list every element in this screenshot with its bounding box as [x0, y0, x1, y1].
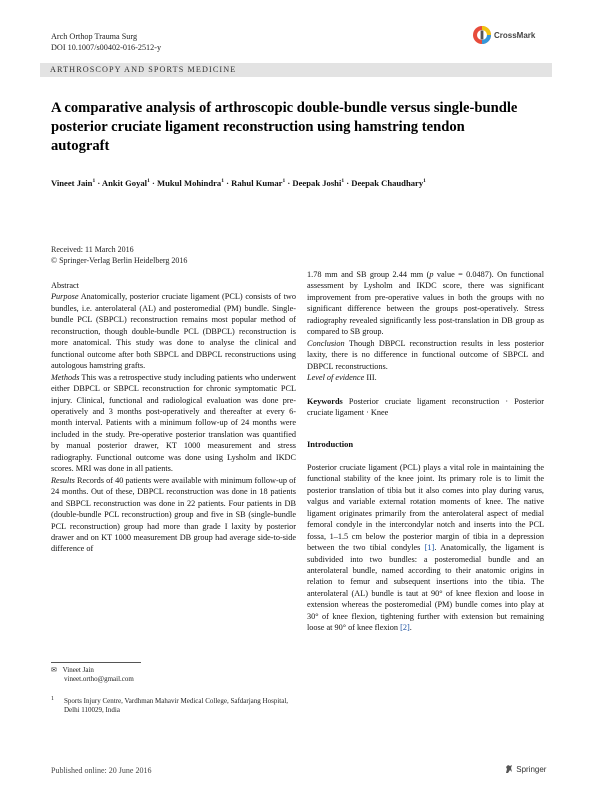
author-affiliation-mark: 1 — [221, 178, 224, 184]
author-affiliation-mark: 1 — [423, 178, 426, 184]
published-online: Published online: 20 June 2016 — [51, 766, 152, 775]
affiliation-number: 1 — [51, 696, 54, 702]
methods-label: Methods — [51, 372, 80, 382]
level-text: III. — [366, 373, 377, 383]
intro-text-1: Posterior cruciate ligament (PCL) plays a vital role in maintaining the functional stability of the knee joint. Its primary role is to limit the posterior translation of tibia but it also comes into play during varus, valgus and variable external rotation moments of knee. The native ligament originates primarily from the anterolateral aspect of medial femoral condyle in the intercondylar notch and inserts into the PCL fossa, 1–1.5 cm below the posterior margin of tibia in a depression between the two tibial condyles — [307, 462, 544, 553]
author-separator: · — [344, 177, 352, 188]
keywords — [307, 396, 544, 419]
results-label: Results — [51, 475, 75, 485]
copyright: © Springer-Verlag Berlin Heidelberg 2016 — [51, 256, 188, 265]
author-separator: · — [149, 177, 157, 188]
abstract-results — [51, 475, 296, 555]
journal-header — [51, 32, 161, 53]
methods-text: This was a retrospective study including patients who underwent either DBPCL or SBPCL reconstruction for chronic symptomatic PCL injury. Clinical, functional and radiological evaluation was done pre-operatively and 3 months post-operatively and thereafter at every 6-month interval. Patients with a minimum follow-up of 24 months were included in the study. Pre-operative posterior translation was quantified by manual posterior drawer, KT 1000 measurement and stress radiography. Functional outcome was done using Lysholm and IKDC scores. MRI was done in all patients. — [51, 372, 296, 474]
keywords-label: Keywords — [307, 396, 343, 406]
corresponding-email[interactable]: vineet.ortho@gmail.com — [64, 675, 134, 683]
article-title: A comparative analysis of arthroscopic double-bundle versus single-bundle posterior cruciate ligament reconstruction using hamstring tendon autograft — [51, 100, 518, 154]
abstract-methods — [51, 372, 296, 475]
purpose-text: Anatomically, posterior cruciate ligament (PCL) consists of two bundles, i.e. anterolateral (AL) and posteromedial (PM) bundle. Single-bundle PCL (SBPCL) reconstruction remains most popular method of reconstruction, though double-bundle PCL (DBPCL) reconstruction is more anatomical. This study was done to analyse the clinical and functional outcome after both SBPCL and DBPCL reconstructions using autologous hamstring grafts. — [51, 292, 296, 371]
abstract-results-continued — [307, 269, 544, 338]
results-text: Records of 40 patients were available with minimum follow-up of 24 months. Out of these, DBPCL reconstruction was done in 18 patients and SBPCL reconstruction was done in 22 patients. Four patients in DB (double-bundle PCL reconstruction) group and five in SB (single-bundle PCL reconstruction) group had more than grade I laxity by posterior drawer and on KT 1000 measurement DB group had average side-to-side difference of — [51, 475, 297, 554]
author-separator: · — [285, 177, 293, 188]
section-label: ARTHROSCOPY AND SPORTS MEDICINE — [50, 65, 237, 74]
author-affiliation-mark: 1 — [282, 178, 286, 184]
author-separator: · — [95, 177, 102, 188]
affiliation-text: Sports Injury Centre, Vardhman Mahavir Medical College, Safdarjang Hospital, Delhi 110029, India — [64, 697, 289, 714]
affiliation-footnote — [51, 697, 291, 715]
author-affiliation-mark: 1 — [92, 178, 96, 184]
doi[interactable]: DOI 10.1007/s00402-016-2512-y — [51, 42, 162, 52]
intro-text-2: . Anatomically, the ligament is subdivided into two bundles: a posteromedial bundle and an anterolateral bundle, named according to their anatomic origins in relation to femur and subsequent insertions into the tibia. The anterolateral (AL) bundle is taut at 90° of knee flexion and loose in extension whereas the posteromedial (PM) bundle comes into play at 30° of knee flexion, tightening further with extension but remaining loose at 90° of knee flexion — [307, 543, 544, 633]
results-cont-2: value = 0.0487). On functional assessment by Lysholm and IKDC score, there was significant improvement from pre-operative values in both the groups with no significant difference between the groups post-operatively. Stress radiography revealed significantly less post-translation in DB group as compared to SB group. — [307, 270, 545, 337]
springer-label: Springer — [516, 765, 547, 774]
springer-horse-icon — [504, 764, 514, 774]
received-date: Received: 11 March 2016 — [51, 245, 134, 254]
abstract-level — [307, 372, 544, 383]
author-name: Mukul Mohindra$^1$ — [156, 177, 224, 188]
keywords-text: Posterior cruciate ligament reconstruction · Posterior cruciate ligament · Knee — [307, 396, 544, 417]
conclusion-label: Conclusion — [307, 338, 345, 348]
author-list — [51, 174, 521, 190]
introduction-paragraph — [307, 462, 544, 634]
results-cont-1: 1.78 mm and SB group 2.44 mm ( — [307, 270, 430, 279]
section-banner — [40, 63, 552, 77]
abstract-purpose — [51, 291, 296, 371]
corresponding-name: Vineet Jain — [62, 666, 94, 674]
purpose-label: Purpose — [51, 292, 79, 302]
conclusion-text: Though DBPCL reconstruction results in less posterior laxity, there is no difference in functional outcome of SBPCL and DBPCL reconstructions. — [307, 338, 544, 371]
corresponding-author — [51, 666, 134, 684]
right-column — [307, 269, 544, 634]
abstract-left-column — [51, 280, 296, 555]
article-dates — [51, 244, 187, 266]
introduction-heading: Introduction — [307, 439, 354, 450]
level-label: Level of evidence — [307, 373, 365, 383]
author-name: Deepak Joshi$^1$ — [292, 177, 345, 188]
envelope-icon: ✉ — [51, 666, 57, 674]
abstract-heading: Abstract — [51, 281, 79, 290]
abstract-conclusion — [307, 338, 544, 372]
author-name: Deepak Chaudhary$^1$ — [351, 177, 426, 188]
footnote-divider — [51, 662, 141, 663]
citation-1[interactable]: [1] — [424, 543, 435, 553]
springer-logo — [504, 764, 546, 774]
author-affiliation-mark: 1 — [341, 178, 345, 184]
author-name: Vineet Jain$^1$ — [51, 177, 96, 188]
author-affiliation-mark: 1 — [147, 178, 150, 184]
journal-name: Arch Orthop Trauma Surg — [51, 32, 138, 41]
citation-2[interactable]: [2] — [400, 623, 410, 633]
intro-text-3: . — [409, 623, 412, 633]
p-value-symbol: p — [429, 270, 434, 279]
crossmark-label: CrossMark — [494, 31, 536, 40]
author-name: Ankit Goyal$^1$ — [101, 177, 150, 188]
crossmark-badge[interactable] — [472, 25, 552, 47]
author-separator: · — [223, 177, 232, 188]
crossmark-icon — [472, 25, 492, 45]
author-name: Rahul Kumar$^1$ — [231, 177, 286, 188]
